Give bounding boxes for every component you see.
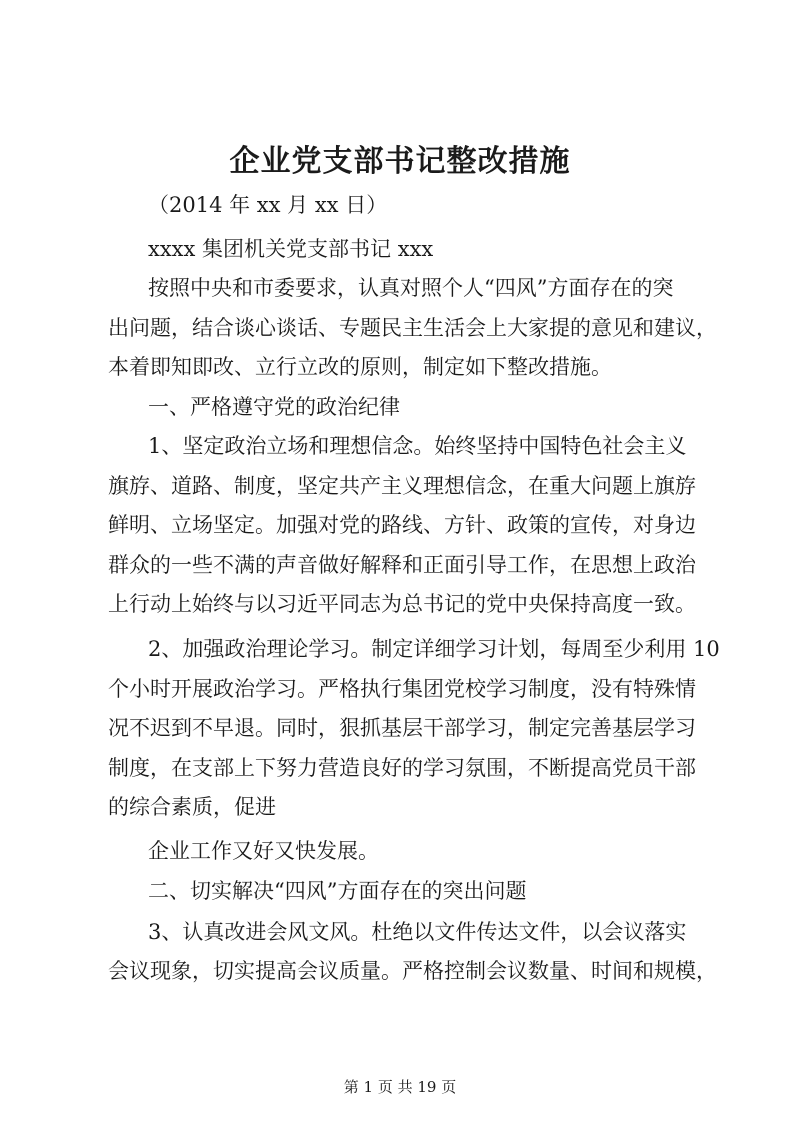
section-heading: 一、严格遵守党的政治纪律 [148, 395, 400, 419]
document-date: （2014 年 xx 月 xx 日） [148, 193, 388, 217]
paragraph-line: 1、坚定政治立场和理想信念。始终坚持中国特色社会主义 [148, 434, 687, 458]
paragraph-line: 出问题，结合谈心谈话、专题民主生活会上大家提的意见和建议， [108, 316, 717, 340]
paragraph-line: 的综合素质，促进 [108, 795, 276, 819]
paragraph-line: 制度，在支部上下努力营造良好的学习氛围，不断提高党员干部 [108, 756, 696, 780]
paragraph-line: 个小时开展政治学习。严格执行集团党校学习制度，没有特殊情 [108, 677, 696, 701]
paragraph-line: 2、加强政治理论学习。制定详细学习计划，每周至少利用 10 [148, 637, 720, 661]
page-number: 第 1 页 共 19 页 [343, 1078, 457, 1096]
paragraph-line: 3、认真改进会风文风。杜绝以文件传达文件，以会议落实 [148, 920, 687, 944]
paragraph-line: 本着即知即改、立行立改的原则，制定如下整改措施。 [108, 355, 612, 379]
section-heading: 二、切实解决“四风”方面存在的突出问题 [148, 879, 527, 903]
paragraph-line: 上行动上始终与以习近平同志为总书记的党中央保持高度一致。 [108, 592, 696, 616]
paragraph-line: 况不迟到不早退。同时，狠抓基层干部学习，制定完善基层学习 [108, 716, 696, 740]
paragraph-line: 群众的一些不满的声音做好解释和正面引导工作，在思想上政治 [108, 553, 696, 577]
paragraph-line: 按照中央和市委要求，认真对照个人“四风”方面存在的突 [148, 276, 674, 300]
paragraph-line: 鲜明、立场坚定。加强对党的路线、方针、政策的宣传，对身边 [108, 513, 696, 537]
paragraph-line: 企业工作又好又快发展。 [148, 839, 379, 863]
paragraph-line: 旗斿、道路、制度，坚定共产主义理想信念，在重大问题上旗斿 [108, 474, 696, 498]
paragraph-line: 会议现象，切实提高会议质量。严格控制会议数量、时间和规模， [108, 959, 717, 983]
document-author: xxxx 集团机关党支部书记 xxx [148, 237, 434, 261]
document-title: 企业党支部书记整改措施 [229, 144, 571, 179]
